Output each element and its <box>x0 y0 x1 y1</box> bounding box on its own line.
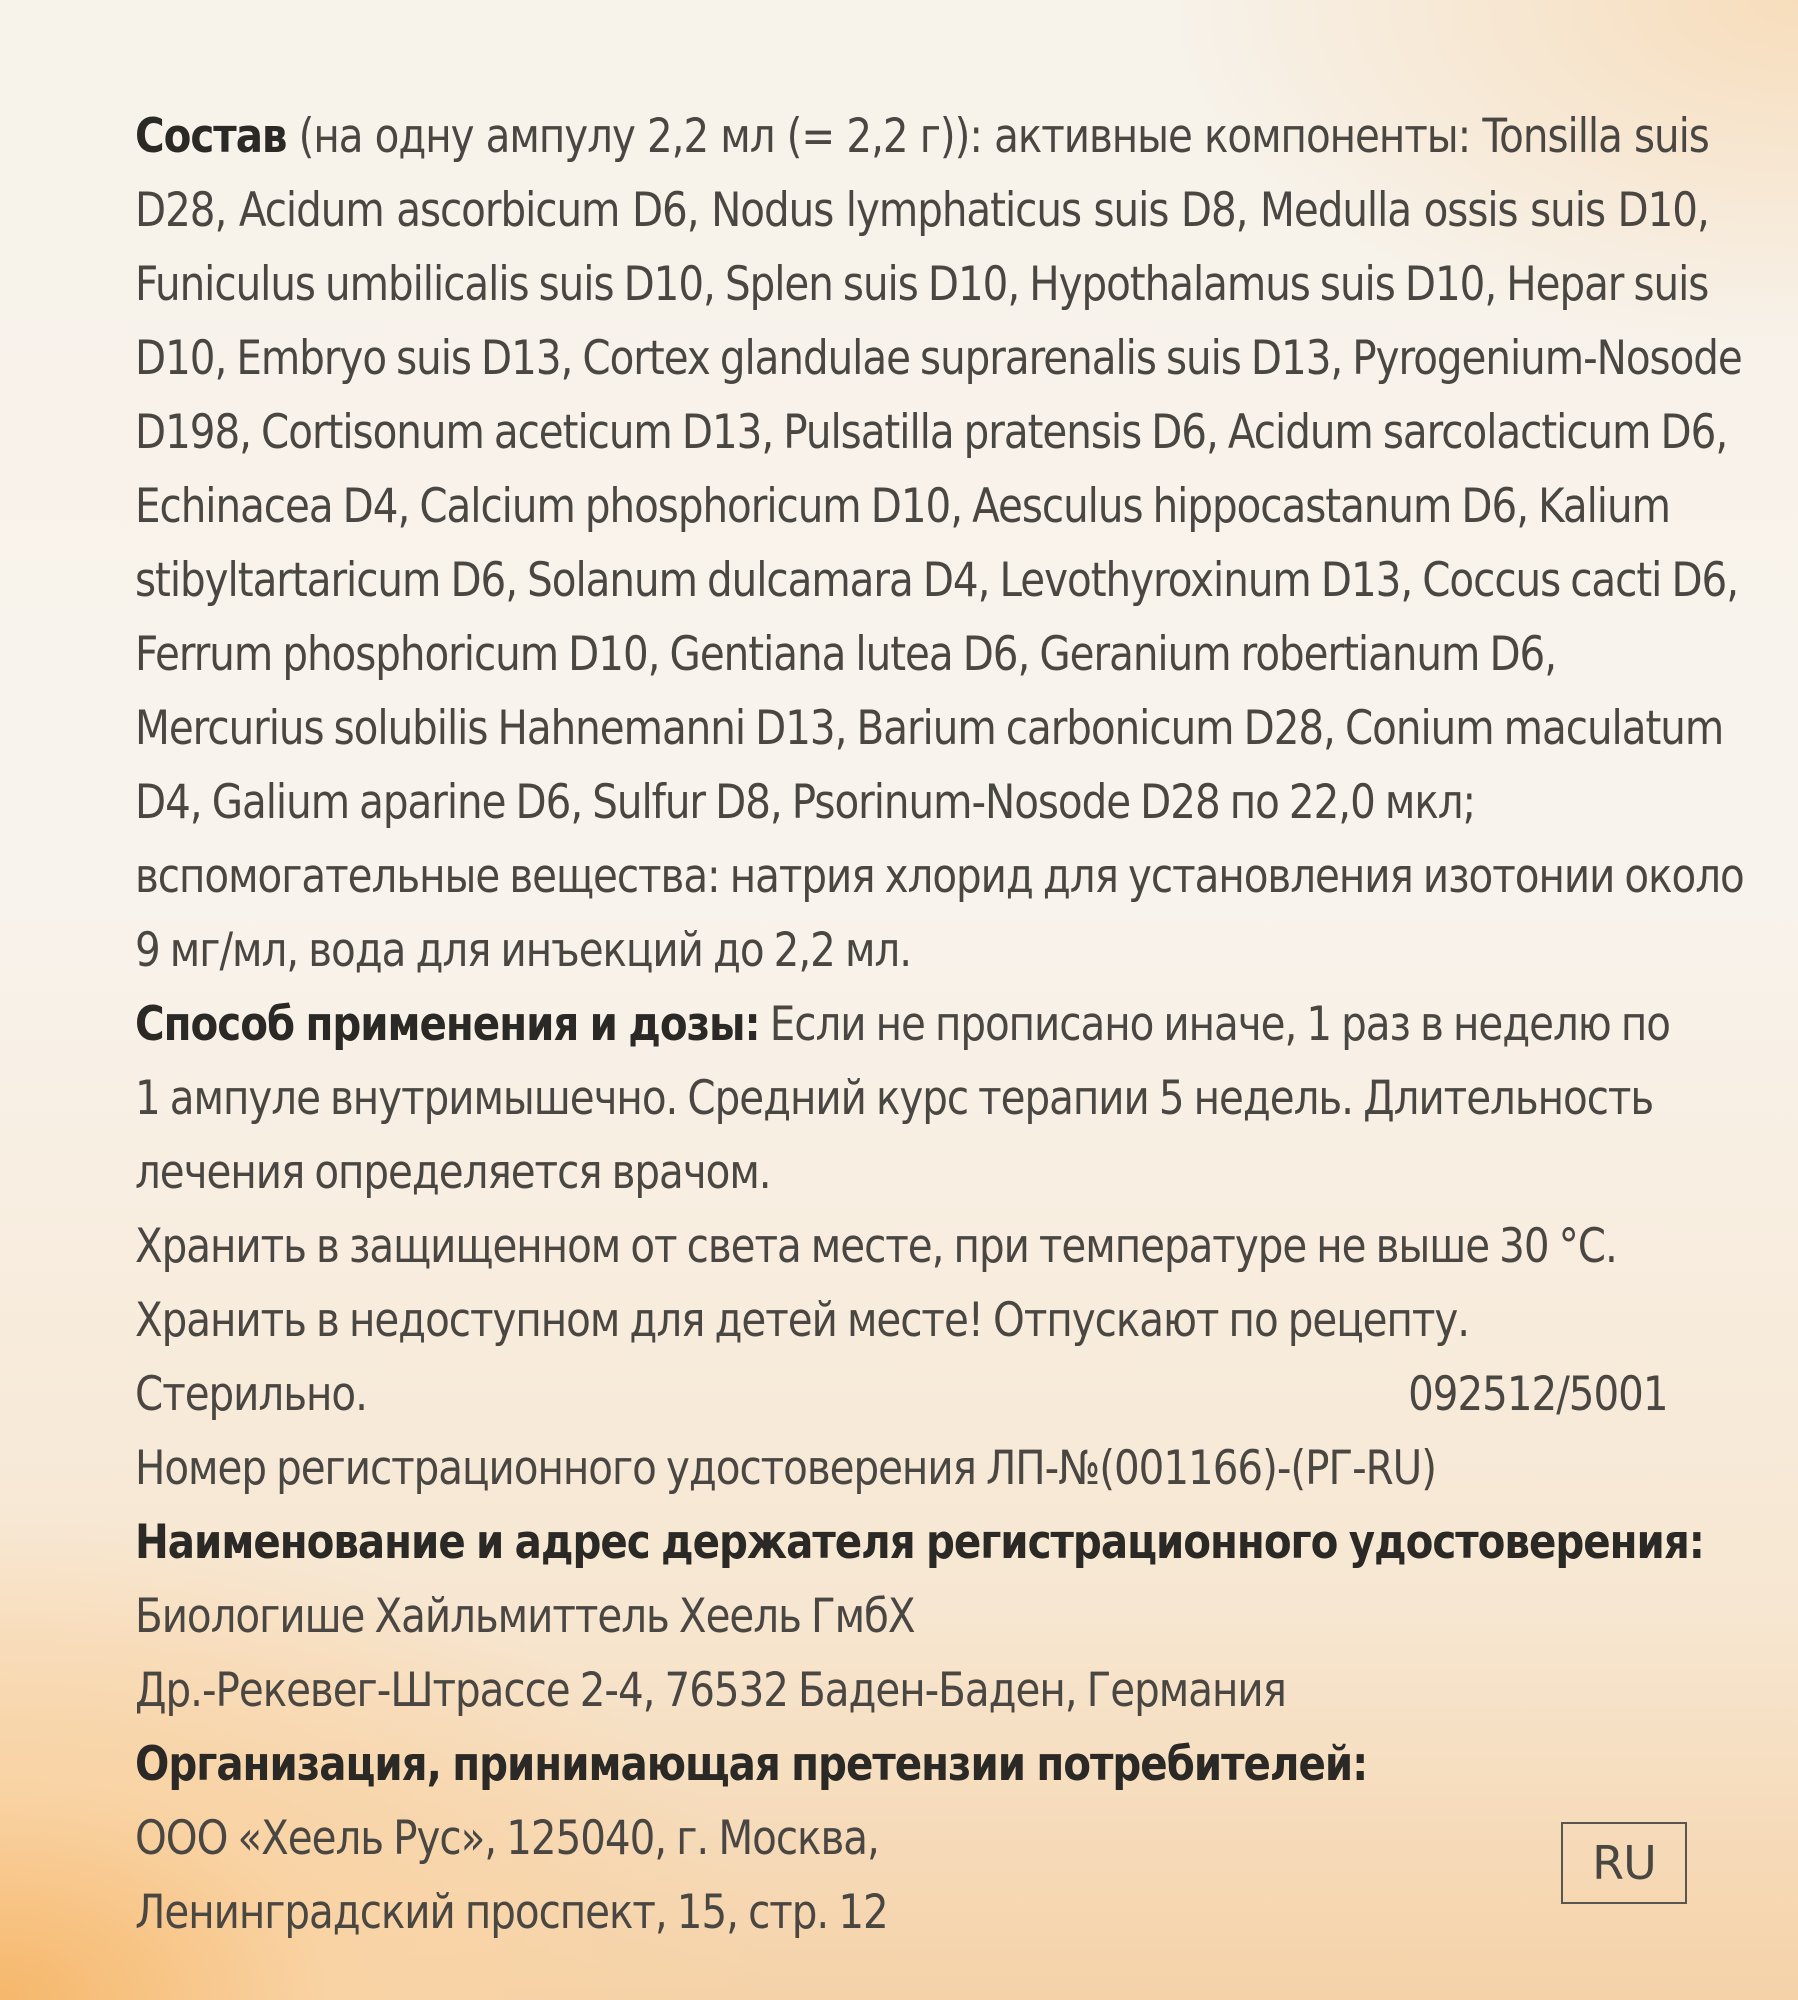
storage-light-text: Хранить в защищенном от света месте, при температуре не выше 30 °C. <box>135 1219 1617 1274</box>
composition-line: 9 мг/мл, вода для инъекций до 2,2 мл. <box>135 923 912 978</box>
composition-label: Состав <box>135 109 287 164</box>
package-text-panel <box>135 100 1744 1950</box>
composition-line: Echinacea D4, Calcium phosphoricum D10, Aesculus hippocastanum D6, Kalium <box>135 479 1670 534</box>
composition-paragraph <box>135 100 1744 988</box>
dosage-label: Способ применения и дозы: <box>135 997 760 1052</box>
claims-org-line2: Ленинградский проспект, 15, стр. 12 <box>135 1885 888 1940</box>
composition-line: D4, Galium aparine D6, Sulfur D8, Psorinum-Nosode D28 по 22,0 мкл; <box>135 775 1476 830</box>
storage-children-text: Хранить в недоступном для детей месте! Отпускают по рецепту. <box>135 1293 1470 1348</box>
dosage-line: 1 ампуле внутримышечно. Средний курс терапии 5 недель. Длительность <box>135 1071 1654 1126</box>
claims-org-label: Организация, принимающая претензии потребителей: <box>135 1737 1368 1792</box>
composition-line: Ferrum phosphoricum D10, Gentiana lutea D6, Geranium robertianum D6, <box>135 627 1557 682</box>
composition-line: вспомогательные вещества: натрия хлорид для установления изотонии около <box>135 849 1744 904</box>
composition-line: D28, Acidum ascorbicum D6, Nodus lymphaticus suis D8, Medulla ossis suis D10, <box>135 183 1709 238</box>
dosage-line: лечения определяется врачом. <box>135 1145 771 1200</box>
holder-label: Наименование и адрес держателя регистрационного удостоверения: <box>135 1515 1704 1570</box>
composition-line: D10, Embryo suis D13, Cortex glandulae suprarenalis suis D13, Pyrogenium-Nosode <box>135 331 1742 386</box>
dosage-line: Способ применения и дозы: Если не прописано иначе, 1 раз в неделю по <box>135 997 1670 1052</box>
claims-org-line1: ООО «Хеель Рус», 125040, г. Москва, <box>135 1811 879 1866</box>
registration-number: Номер регистрационного удостоверения ЛП-№(001166)-(РГ-RU) <box>135 1441 1436 1496</box>
batch-code: 092512/5001 <box>1408 1367 1668 1422</box>
composition-line: Состав (на одну ампулу 2,2 мл (= 2,2 г)): активные компоненты: Tonsilla suis <box>135 109 1709 164</box>
composition-line: stibyltartaricum D6, Solanum dulcamara D4, Levothyroxinum D13, Coccus cacti D6, <box>135 553 1739 608</box>
holder-address: Др.-Рекевег-Штрассе 2-4, 76532 Баден-Баден, Германия <box>135 1663 1286 1718</box>
composition-line: Mercurius solubilis Hahnemanni D13, Barium carbonicum D28, Conium maculatum <box>135 701 1724 756</box>
sterile-batch-row <box>135 1358 1668 1432</box>
holder-name: Биологише Хайльмиттель Хеель ГмбХ <box>135 1589 915 1644</box>
storage-paragraph <box>135 1210 1709 1358</box>
composition-line: D198, Cortisonum aceticum D13, Pulsatilla pratensis D6, Acidum sarcolacticum D6, <box>135 405 1728 460</box>
sterile-text: Стерильно. <box>135 1367 367 1422</box>
dosage-paragraph <box>135 988 1709 1210</box>
registration-paragraph <box>135 1432 1709 1950</box>
composition-line: Funiculus umbilicalis suis D10, Splen suis D10, Hypothalamus suis D10, Hepar suis <box>135 257 1709 312</box>
country-code-badge: RU <box>1561 1822 1687 1904</box>
